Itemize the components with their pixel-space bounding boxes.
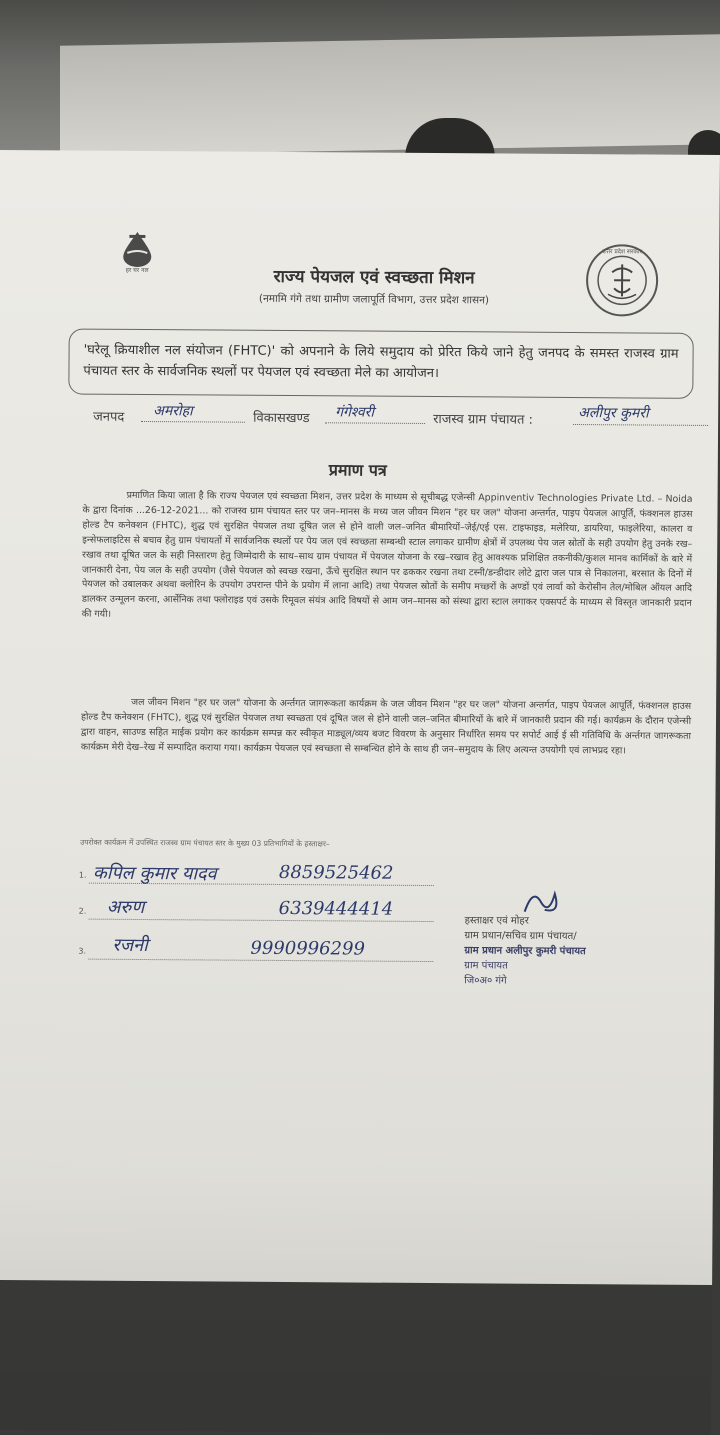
participants-note: उपरोक्त कार्यक्रम में उपस्थित राजस्व ग्राम पंचायत स्तर के मुख्य 03 प्रतिभागियों के हस्ताक्षर– — [80, 837, 330, 849]
participant-row-2 — [78, 896, 479, 926]
background-paper-behind — [60, 34, 720, 156]
block-value: गंगेश्वरी — [335, 404, 375, 421]
signature-line-3: ग्राम प्रधान अलीपुर कुमरी पंचायत — [464, 945, 586, 958]
up-government-seal — [584, 242, 661, 319]
participant-line — [88, 959, 433, 962]
signature-line-5: जि०अ० गंगे — [464, 975, 507, 987]
participant-name: रजनी — [112, 934, 148, 957]
participant-phone: 6339444414 — [278, 897, 394, 920]
participant-name: कपिल कुमार यादव — [92, 862, 217, 885]
participant-row-3 — [78, 934, 478, 966]
event-banner: 'घरेलू क्रियाशील नल संयोजन (FHTC)' को अपनाने के लिये समुदाय को प्रेरित किये जाने हेतु जनपद के समस्त राजस्व ग्राम पंचायत स्तर के सार्वजनिक स्थलों पर पेयजल एवं स्वच्छता मेले का आयोजन। — [68, 328, 693, 398]
participant-number: 3. — [78, 946, 87, 956]
page-shadow — [0, 1170, 713, 1435]
participant-number: 1. — [78, 870, 87, 880]
district-value: अमरोहा — [153, 403, 193, 420]
certificate-paragraph-2: जल जीवन मिशन "हर घर जल" योजना के अर्न्तगत जागरूकता कार्यक्रम के जल जीवन मिशन "हर घर जल" योजना अन्तर्गत, पाइप पेयजल आपूर्ति, फंक्शनल हाउस होल्ड टैप कनेक्शन (FHTC), शुद्ध एवं सुरक्षित पेयजल तथा स्वच्छता एवं दूषित जल से होने वाली जल–जनित बीमारियों के बारे में जानकारी प्रदान की गई। कार्यक्रम के दौरान एजेन्सी द्वारा वाहन, साउण्ड सहित माईक प्रयोग कर कार्यक्रम सम्पन्न कर स्वीकृत माड्यूल/व्यय बजट विवरण के अनुसार निर्धारित समय पर सपोर्ट आई ई सी गतिविधि के अर्न्तगत जागरूकता कार्यक्रम मेरी देख–रेख में सम्पादित कराया गया। कार्यक्रम पेयजल एवं स्वच्छता से सम्बन्धित होने के साथ ही जन–समुदाय के लिए अत्यन्त उपयोगी एवं लाभप्रद रहा। — [80, 696, 692, 757]
document-page — [0, 150, 720, 1285]
page-title: राज्य पेयजल एवं स्वच्छता मिशन — [273, 266, 475, 289]
participant-row-1 — [79, 863, 479, 890]
participant-phone: 9990996299 — [250, 937, 366, 960]
certificate-paragraph-1: प्रमाणित किया जाता है कि राज्य पेयजल एवं स्वच्छता मिशन, उत्तर प्रदेश के माध्यम से सूचीबद्ध एजेन्सी Appinventiv Technologies Private Ltd. – Noida के द्वारा दिनांक ...26-12-2021... को राजस्व ग्राम पंचायत स्तर पर जन–मानस के मध्य जल जीवन मिशन "हर घर जल" योजना अन्तर्गत, पाइप पेयजल आपूर्ति, फंक्शनल हाउस होल्ड टैप कनेक्शन (FHTC), शुद्ध एवं सुरक्षित पेयजल तथा दूषित जल से होने वाली जल–जनित बीमारियों–जेई/एई एस. टाइफाइड, मलेरिया, डायरिया, फाइलेरिया, कालरा व इन्सेफलाइटिस से बचाव हेतु ग्राम पंचायतों में सार्वजनिक स्थलों पर पेय जल एवं स्वच्छता सम्बन्धी स्टाल लगाकर ग्रामीण क्षेत्रों में उपलब्ध पेय जल स्रोतों के सही उपयोग हेतु उनके रख–रखाव तथा दूषित जल के सही निस्तारण हेतु जिम्मेदारी के साथ–साथ ग्राम पंचायत में पेयजल योजना के रख–रखाव हेतु आवश्यक प्रशिक्षित तकनीकी/कुशल मानव कार्मिकों के बारे में जानकारी देना, पेय जल के सही उपयोग (जैसे पेयजल को स्वच्छ रखना, ऊँचे सुरक्षित स्थान पर ढककर रखना तथा टस्नी/डन्डीदार लोटे द्वारा जल पात्र से निकालना, बरसात के दिनों में पेयजल को उबालकर अथवा क्लोरिन के उपयोग उपरान्त पीने के प्रयोग में लाना आदि) तथा पेयजल स्रोतों के समीप मच्छरों के अण्डों एवं लार्वा को केरोसीन तेल/मोबिल ऑयल आदि डालकर उन्मूलन करना, आर्सेनिक तथा फ्लोराइड एवं उसके रिमूवल संयंत्र आदि विषयों से आम जन–मानस को संस्था द्वारा स्टाल लगाकर एक्सपर्ट के माध्यम से विस्तृत जानकारी प्रदान की गयी। — [81, 489, 693, 621]
signature-line-4: ग्राम पंचायत — [464, 960, 508, 972]
panchayat-label: राजस्व ग्राम पंचायत : — [433, 412, 534, 428]
logo-caption: हर घर नल — [125, 266, 149, 275]
page-subtitle: (नमामि गंगे तथा ग्रामीण जलापूर्ति विभाग, उत्तर प्रदेश शासन) — [258, 292, 490, 307]
seal-text: उत्तर प्रदेश सरकार — [602, 248, 643, 256]
block-label: विकासखण्ड — [253, 410, 310, 427]
water-drop-icon — [107, 229, 167, 269]
location-fields — [93, 405, 713, 431]
district-label: जनपद — [93, 409, 125, 425]
background-surface — [0, 0, 720, 170]
panchayat-value: अलीपुर कुमरी — [578, 405, 649, 422]
participant-number: 2. — [78, 906, 87, 916]
certificate-title: प्रमाण पत्र — [328, 460, 387, 480]
signature-line-2: ग्राम प्रधान/सचिव ग्राम पंचायत/ — [464, 930, 577, 943]
participant-phone: 8859525462 — [278, 861, 394, 884]
signature-line-1: हस्ताक्षर एवं मोहर — [464, 915, 529, 927]
signature-block — [464, 913, 695, 990]
jal-mission-logo — [107, 229, 167, 289]
participant-name: अरुण — [106, 896, 145, 919]
